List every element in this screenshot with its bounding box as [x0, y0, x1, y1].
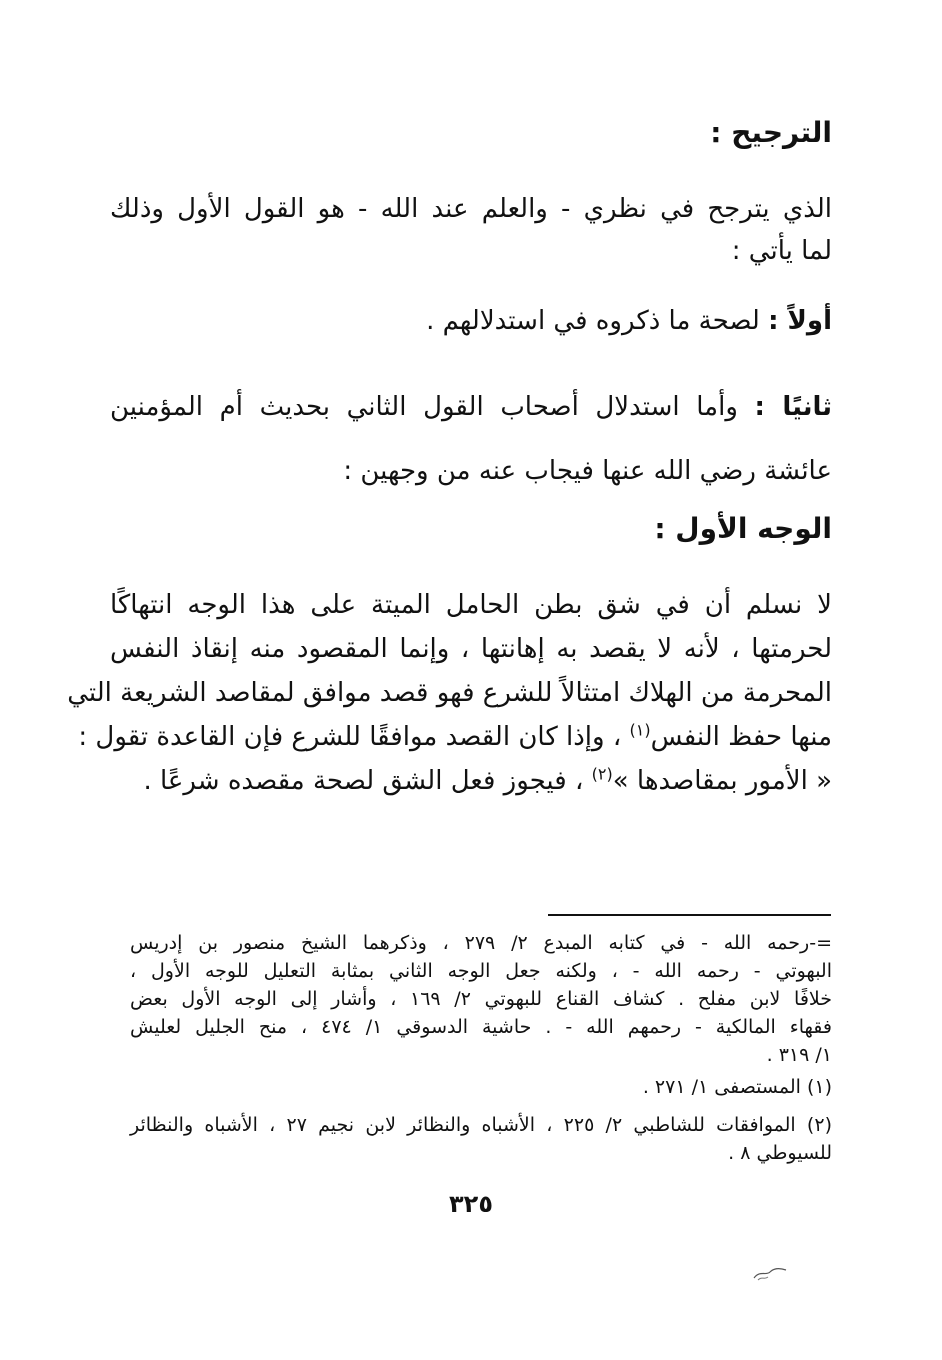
footnote-2-line-1: (٢) الموافقات للشاطبي ٢/ ٢٢٥ ، الأشباه والنظائر لابن نجيم ٢٧ ، الأشباه والنظائر: [130, 1114, 832, 1136]
footnote-continuation-1: =-رحمه الله - في كتابه المبدع ٢/ ٢٧٩ ، وذكرهما الشيخ منصور بن إدريس: [130, 932, 832, 954]
section-heading: الترجيح :: [710, 116, 832, 149]
point-second-label: ثانيًا :: [754, 392, 832, 422]
paragraph-line-4-a: منها حفظ النفس: [650, 722, 832, 752]
footnote-ref-2: (٢): [591, 764, 613, 784]
paragraph-line-4: [78, 718, 832, 756]
point-first: [110, 302, 832, 340]
paragraph-line-2: لحرمتها ، لأنه لا يقصد به إهانتها ، وإنما المقصود منه إنقاذ النفس: [110, 634, 832, 664]
paragraph-line-5: [110, 762, 832, 800]
paragraph-line-5-b: ، فيجوز فعل الشق لصحة مقصده شرعًا .: [143, 766, 584, 796]
footnote-continuation-3: خلافًا لابن مفلح . كشاف القناع للبهوتي ٢/ ١٦٩ ، وأشار إلى الوجه الأول بعض: [130, 988, 832, 1010]
paragraph-line-1: لا نسلم أن في شق بطن الحامل الميتة على هذا الوجه انتهاكًا: [110, 590, 832, 620]
footnote-2-line-2: للسيوطي ٨ .: [728, 1142, 832, 1164]
point-second: [110, 388, 832, 426]
point-second-text: وأما استدلال أصحاب القول الثاني بحديث أم المؤمنين: [110, 392, 738, 422]
point-first-text: لصحة ما ذكروه في استدلالهم .: [426, 306, 760, 336]
paragraph-line-4-b: ، وإذا كان القصد موافقًا للشرع فإن القاعدة تقول :: [78, 722, 622, 752]
intro-line-1: الذي يترجح في نظري - والعلم عند الله - هو القول الأول وذلك: [110, 194, 832, 224]
footnote-ref-1: (١): [629, 720, 651, 740]
intro-line-2: لما يأتي :: [731, 236, 832, 266]
footnote-1: (١) المستصفى ١/ ٢٧١ .: [642, 1076, 832, 1098]
ink-mark: [750, 1262, 790, 1284]
point-first-label: أولاً :: [768, 306, 832, 336]
page-number: ٣٢٥: [449, 1190, 493, 1218]
footnote-divider: [548, 914, 831, 916]
subheading: الوجه الأول :: [654, 512, 832, 545]
paragraph-line-5-a: « الأمور بمقاصدها »: [612, 766, 832, 796]
footnote-continuation-5: ١/ ٣١٩ .: [766, 1044, 832, 1066]
footnote-continuation-2: البهوتي - رحمه الله - ، ولكنه جعل الوجه الثاني بمثابة التعليل للوجه الأول ،: [130, 960, 832, 982]
footnote-continuation-4: فقهاء المالكية - رحمهم الله - . حاشية الدسوقي ١/ ٤٧٤ ، منح الجليل لعليش: [130, 1016, 832, 1038]
point-second-line-2: عائشة رضي الله عنها فيجاب عنه من وجهين :: [343, 456, 832, 486]
paragraph-line-3: المحرمة من الهلاك امتثالاً للشرع فهو قصد موافق لمقاصد الشريعة التي: [67, 678, 832, 708]
